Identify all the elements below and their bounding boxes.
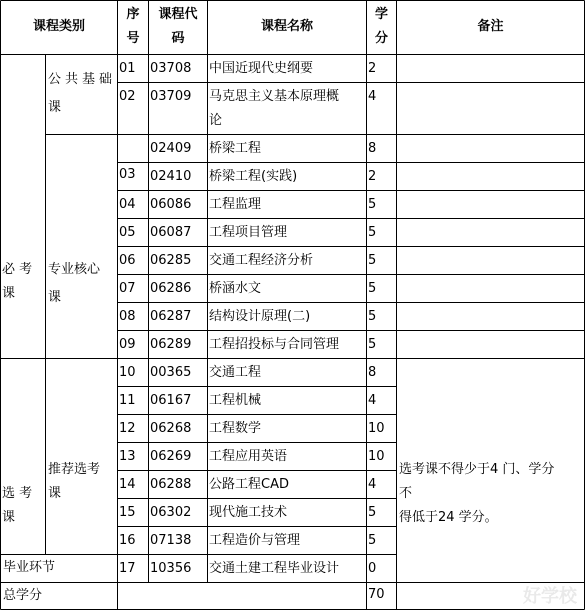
course-name: 结构设计原理(二) xyxy=(209,309,311,324)
course-code: 06087 xyxy=(150,225,192,240)
course-code: 06285 xyxy=(150,253,192,268)
group-required-title-2: 课 xyxy=(2,286,16,301)
header-remark: 备注 xyxy=(477,19,504,34)
course-no: 08 xyxy=(119,309,136,324)
course-code: 06086 xyxy=(150,197,192,212)
course-code: 00365 xyxy=(150,365,192,380)
course-code: 06302 xyxy=(150,505,192,520)
course-name-line: 论 xyxy=(209,113,223,128)
course-no: 13 xyxy=(119,449,136,464)
course-credit: 10 xyxy=(368,449,385,464)
course-code: 06167 xyxy=(150,393,192,408)
elective-remark-line: 选考课不得少于4 门、学分 xyxy=(399,462,555,477)
course-credit: 5 xyxy=(368,309,377,324)
course-no: 16 xyxy=(119,533,136,548)
course-code: 06286 xyxy=(150,281,192,296)
course-credit: 4 xyxy=(368,89,377,104)
course-code: 07138 xyxy=(150,533,192,548)
group-public-title-2: 课 xyxy=(48,100,62,115)
course-credit: 2 xyxy=(368,61,377,76)
course-credit: 5 xyxy=(368,281,377,296)
course-name: 工程造价与管理 xyxy=(209,533,301,548)
group-recommended-title-2: 课 xyxy=(48,486,62,501)
course-code: 06289 xyxy=(150,337,192,352)
course-no: 12 xyxy=(119,421,136,436)
course-no: 10 xyxy=(119,365,136,380)
header-no xyxy=(118,3,148,53)
course-credit: 4 xyxy=(368,477,377,492)
course-name: 工程项目管理 xyxy=(209,225,288,240)
course-no: 07 xyxy=(119,281,136,296)
group-elective-title: 选 考 xyxy=(2,486,33,501)
course-name: 交通工程 xyxy=(209,365,262,380)
course-name: 交通工程经济分析 xyxy=(209,253,314,268)
course-no: 17 xyxy=(119,561,136,576)
header-category: 课程类别 xyxy=(32,19,85,34)
course-name: 桥梁工程(实践) xyxy=(209,169,298,184)
course-no: 14 xyxy=(119,477,136,492)
header-no-line: 号 xyxy=(126,31,140,46)
course-code: 06288 xyxy=(150,477,192,492)
course-credit: 5 xyxy=(368,253,377,268)
course-no: 06 xyxy=(119,253,136,268)
course-no: 03 xyxy=(119,167,136,182)
header-name: 课程名称 xyxy=(260,19,313,34)
course-no: 11 xyxy=(119,393,136,408)
header-no-line: 序 xyxy=(126,7,140,22)
course-name xyxy=(208,85,366,135)
course-credit: 5 xyxy=(368,225,377,240)
watermark-logo: 好学校 xyxy=(523,586,577,607)
course-name: 桥涵水文 xyxy=(209,281,262,296)
course-name: 工程监理 xyxy=(209,197,262,212)
course-credit: 0 xyxy=(368,561,377,576)
course-code: 06269 xyxy=(150,449,192,464)
course-no: 04 xyxy=(119,197,136,212)
group-recommended-title: 推荐选考 xyxy=(48,462,101,477)
course-name: 交通土建工程毕业设计 xyxy=(209,561,340,576)
course-no: 02 xyxy=(119,89,136,104)
course-name-line: 马克思主义基本原理概 xyxy=(209,89,340,104)
elective-remark xyxy=(397,458,584,538)
course-name: 中国近现代史纲要 xyxy=(209,61,314,76)
course-name: 公路工程CAD xyxy=(209,477,289,492)
course-no: 15 xyxy=(119,505,136,520)
course-credit: 5 xyxy=(368,533,377,548)
header-credit-line: 分 xyxy=(374,31,388,46)
course-no: 01 xyxy=(119,61,136,76)
elective-remark-line: 得低于24 学分。 xyxy=(399,510,498,525)
course-name: 工程应用英语 xyxy=(209,449,288,464)
header-code-line: 码 xyxy=(171,31,185,46)
total-credits-value: 70 xyxy=(368,587,385,602)
course-credit: 5 xyxy=(368,337,377,352)
course-code: 10356 xyxy=(150,561,192,576)
header-credit xyxy=(367,3,396,53)
course-code: 02409 xyxy=(150,141,192,156)
course-name: 工程数学 xyxy=(209,421,262,436)
course-credit: 4 xyxy=(368,393,377,408)
course-no: 09 xyxy=(119,337,136,352)
header-credit-line: 学 xyxy=(374,7,388,22)
course-code: 06287 xyxy=(150,309,192,324)
course-credit: 8 xyxy=(368,365,377,380)
course-credit: 2 xyxy=(368,169,377,184)
course-name: 工程机械 xyxy=(209,393,262,408)
group-required-title: 必 考 xyxy=(2,262,33,277)
course-credit: 5 xyxy=(368,197,377,212)
header-code-line: 课程代 xyxy=(158,7,198,22)
group-graduation-title: 毕业环节 xyxy=(3,560,56,575)
course-code: 02410 xyxy=(150,169,192,184)
course-credit: 10 xyxy=(368,421,385,436)
group-core-title-2: 课 xyxy=(48,290,62,305)
total-credits-label: 总学分 xyxy=(3,588,43,603)
course-code: 03708 xyxy=(150,61,192,76)
course-name: 工程招投标与合同管理 xyxy=(209,337,340,352)
course-credit: 5 xyxy=(368,505,377,520)
group-core-title: 专业核心 xyxy=(48,262,101,277)
course-name: 现代施工技术 xyxy=(209,505,288,520)
header-code xyxy=(149,3,207,53)
course-code: 06268 xyxy=(150,421,192,436)
group-elective-title-2: 课 xyxy=(2,510,16,525)
elective-remark-line: 不 xyxy=(399,486,413,501)
course-no: 05 xyxy=(119,225,136,240)
course-name: 桥梁工程 xyxy=(209,141,262,156)
course-credit: 8 xyxy=(368,141,377,156)
group-public-title: 公共基础 xyxy=(48,72,117,87)
course-code: 03709 xyxy=(150,89,192,104)
